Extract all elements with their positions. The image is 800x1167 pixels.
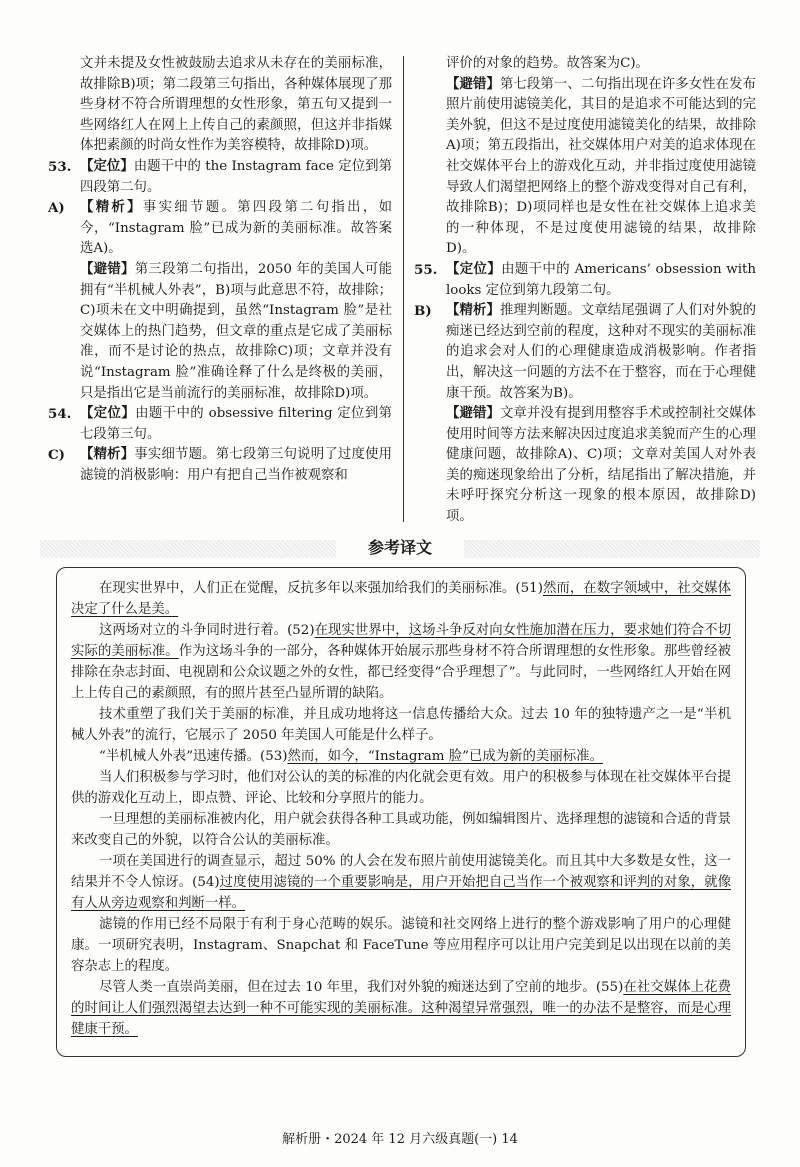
q54-locate-tag: 【定位】 xyxy=(80,406,136,422)
translation-paragraph-4 xyxy=(71,746,731,767)
translation-paragraph-1 xyxy=(71,578,731,620)
translation-text: 尽管人类一直崇尚美丽，但在过去 10 年里，我们对外貌的痴迷达到了空前的地步。(55) xyxy=(99,980,624,995)
section-title: 参考译文 xyxy=(336,534,464,562)
right-column xyxy=(414,54,756,528)
translation-box xyxy=(56,567,746,1057)
continued-paragraph: 文并未提及女性被鼓励去追求从未存在的美丽标准，故排除B)项；第二段第三句指出，各种媒体展现了那些身材不符合所谓理想的女性形象，第五句又提到一些网络红人在网上上传自己的素颜照，但这并非指媒体把素颜的时尚女性作为美容模特，故排除D)项。 xyxy=(80,56,392,154)
q53-analysis xyxy=(48,198,392,260)
q53-error-text: 第三段第二句指出，2050 年的美国人可能拥有“半机械人外表”，B)项与此意思不符，故排除；C)项未在文中明确提到，虽然“Instagram 脸”是社交媒体上的热门趋势，但文章的重点是它成了美丽标准，而不是讨论的热点，故排除C)项；文章并没有说“Instagram 脸”准确诠释了什么是终极的美丽，只是指出它是当前流行的美丽标准，故排除D)项。 xyxy=(80,261,392,401)
translation-text: 这两场对立的斗争同时进行着。(52) xyxy=(99,623,315,638)
translation-paragraph-5: 当人们积极参与学习时，他们对公认的美的标准的内化就会更有效。用户的积极参与体现在社交媒体平台提供的游戏化互动上，即点赞、评论、比较和分享照片的能力。 xyxy=(71,770,731,806)
q53-locate xyxy=(48,157,392,198)
column-divider xyxy=(403,56,404,522)
q54-locate xyxy=(48,404,392,445)
q53-analysis-text: 事实细节题。第四段第二句指出，如今，“Instagram 脸”已成为新的美丽标准。故答案选A)。 xyxy=(80,200,393,257)
answer-underline-51: 然而，在数字领域中，社交媒体决定了什么是美。 xyxy=(71,581,731,617)
q53-number: 53. xyxy=(48,158,72,175)
continued-paragraph-right: 评价的对象的趋势。故答案为C)。 xyxy=(446,56,649,71)
q53-locate-text: 由题干中的 the Instagram face 定位到第四段第二句。 xyxy=(80,158,393,195)
q55-locate-text: 由题干中的 Americans’ obsession with looks 定位到第九段第二句。 xyxy=(446,261,757,298)
answer-underline-54: 过度使用滤镜的一个重要影响是，用户开始把自己当作一个被观察和评判的对象，就像有人从旁边观察和判断一样。 xyxy=(71,875,731,911)
q53-error-avoid xyxy=(48,260,392,404)
q54-analysis-text: 事实细节题。第七段第三句说明了过度使用滤镜的消极影响：用户有把自己当作被观察和 xyxy=(80,447,393,483)
q53-analysis-tag: 【精析】 xyxy=(80,200,143,216)
translation-paragraph-9 xyxy=(71,977,731,1040)
translation-text: 一项在美国进行的调查显示，超过 50% 的人会在发布照片前使用滤镜美化。而且其中大多数是女性，这一结果并不令人惊讶。(54) xyxy=(71,854,731,890)
q55-locate-tag: 【定位】 xyxy=(446,261,502,277)
q54-answer: C) xyxy=(48,447,65,464)
q53-locate-tag: 【定位】 xyxy=(80,158,134,174)
q53-answer: A) xyxy=(48,200,65,217)
q55-analysis xyxy=(414,301,756,404)
translation-paragraph-7 xyxy=(71,851,731,914)
q54-number: 54. xyxy=(48,406,72,423)
answer-underline-55: 在社交媒体上花费的时间让人们强烈渴望去达到一种不可能实现的美丽标准。这种渴望异常强烈，唯一的办法不是整容，而是心理健康干预。 xyxy=(71,980,731,1037)
translation-paragraph-3: 技术重塑了我们关于美丽的标准，并且成功地将这一信息传播给大众。过去 10 年的独特遗产之一是“半机械人外表”的流行，它展示了 2050 年美国人可能是什么样子。 xyxy=(71,707,731,743)
answer-underline-52: 在现实世界中，这场斗争反对向女性施加潜在压力，要求她们符合不切实际的美丽标准。 xyxy=(71,623,731,659)
q55-error-tag: 【避错】 xyxy=(446,406,500,422)
q55-locate xyxy=(414,260,756,301)
page-footer: 解析册・2024 年 12 月六级真题(一) 14 xyxy=(282,1132,518,1147)
q55-analysis-text: 推理判断题。文章结尾强调了人们对外貌的痴迷已经达到空前的程度，这种对不现实的美丽标准的追求会对人们的心理健康造成消极影响。作者指出，解决这一问题的方法不在于整容，而在于心理健康干预。故答案为B)。 xyxy=(446,303,757,401)
q54-error-tag: 【避错】 xyxy=(446,76,500,92)
left-column xyxy=(48,54,392,486)
translation-text: 作为这场斗争的一部分，各种媒体开始展示那些身材不符合所谓理想的女性形象。那些曾经被排除在杂志封面、电视剧和公众议题之外的女性，都已经变得“合乎理想了”。与此同时，一些网络红人开始在网上上传自己的素颜照，有的照片甚至凸显所谓的缺陷。 xyxy=(71,644,732,701)
q53-error-tag: 【避错】 xyxy=(80,261,135,277)
q54-locate-text: 由题干中的 obsessive filtering 定位到第七段第三句。 xyxy=(80,406,392,442)
translation-text: 在现实世界中，人们正在觉醒，反抗多年以来强加给我们的美丽标准。(51) xyxy=(99,581,543,596)
translation-text: “半机械人外表”迅速传播。(53) xyxy=(99,749,288,764)
q55-answer: B) xyxy=(414,303,432,320)
answer-underline-53: 然而，如今，“Instagram 脸”已成为新的美丽标准。 xyxy=(287,749,603,764)
q54-analysis xyxy=(48,445,392,486)
q55-error-avoid xyxy=(414,404,756,528)
translation-paragraph-6: 一旦理想的美丽标准被内化，用户就会获得各种工具或功能，例如编辑图片、选择理想的滤镜和合适的背景来改变自己的外貌，以符合公认的美丽标准。 xyxy=(71,812,731,848)
q55-number: 55. xyxy=(414,261,438,278)
translation-paragraph-2 xyxy=(71,620,731,704)
translation-paragraph-8: 滤镜的作用已经不局限于有利于身心范畴的娱乐。滤镜和社交网络上进行的整个游戏影响了用户的心理健康。一项研究表明，Instagram、Snapchat 和 FaceTune 等应用程序可以让用户完美到足以出现在以前的美容杂志上的程度。 xyxy=(71,917,731,974)
q54-analysis-tag: 【精析】 xyxy=(80,447,135,463)
q55-error-text: 文章并没有提到用整容手术或控制社交媒体使用时间等方法来解决因过度追求美貌而产生的心理健康问题，故排除A)、C)项；文章对美国人对外表美的痴迷现象给出了分析，结尾指出了解决措施，并未呼吁探究分析这一现象的根本原因，故排除D)项。 xyxy=(446,406,757,525)
q54-error-avoid xyxy=(414,75,756,260)
q55-analysis-tag: 【精析】 xyxy=(446,303,500,319)
q54-error-text: 第七段第一、二句指出现在许多女性在发布照片前使用滤镜美化，其目的是追求不可能达到的完美外貌，但这不是过度使用滤镜美化的结果，故排除A)项；第五段指出，社交媒体用户对美的追求体现在社交媒体平台上的游戏化互动，并非指过度使用滤镜导致人们渴望把网络上的整个游戏变得对自己有利，故排除B)；D)项同样也是女性在社交媒体上追求美的一种体现，不是过度使用滤镜的结果，故排除D)。 xyxy=(446,76,757,257)
